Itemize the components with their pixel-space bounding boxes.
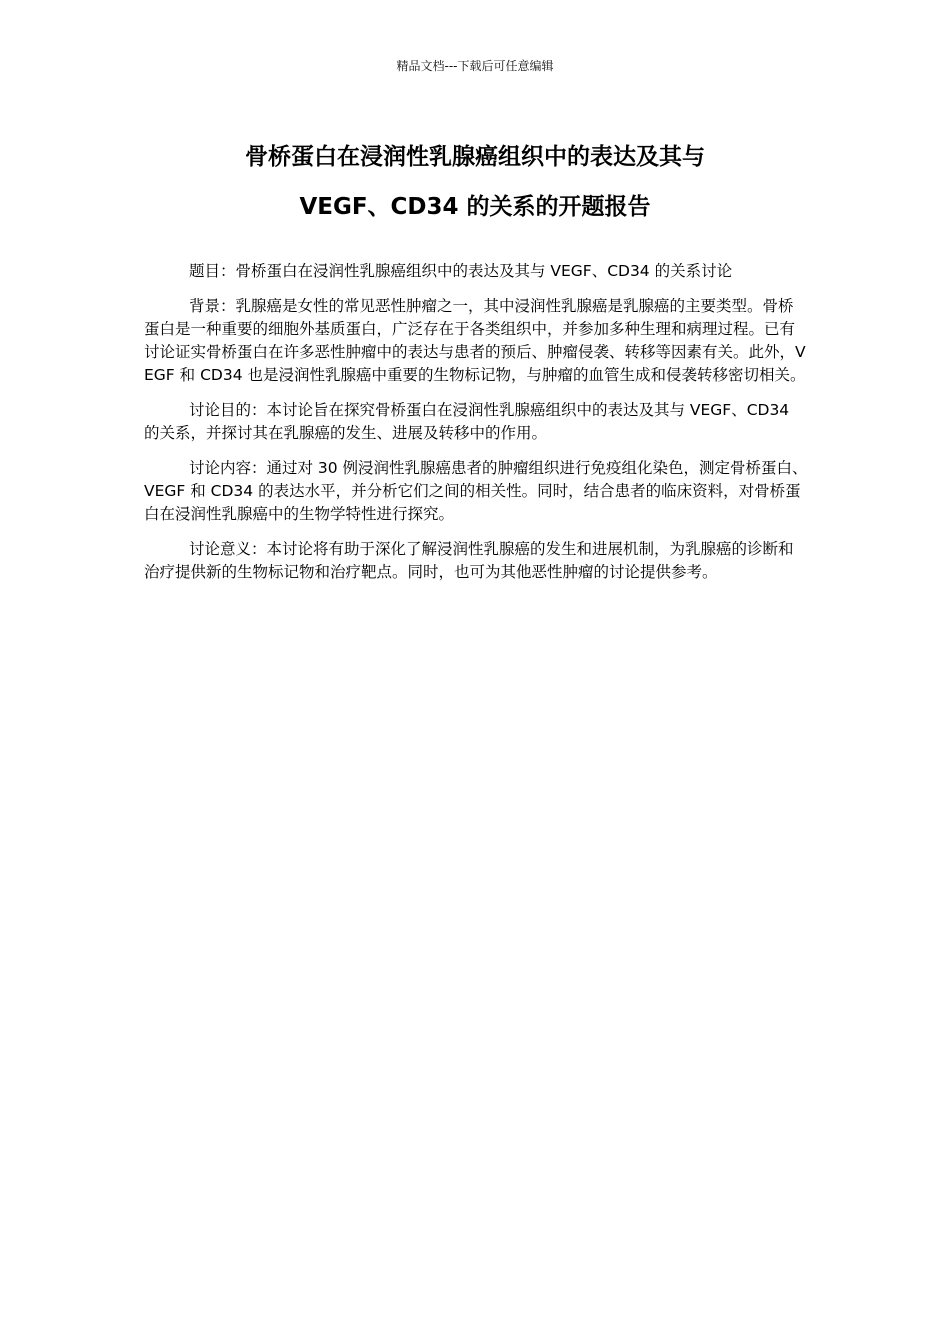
document-title: [100, 132, 850, 232]
document-title-line-1: 骨桥蛋白在浸润性乳腺癌组织中的表达及其与: [245, 144, 705, 170]
paragraph-topic: 题目：骨桥蛋白在浸润性乳腺癌组织中的表达及其与 VEGF、CD34 的关系讨论: [188, 262, 733, 280]
document-title-line-2: VEGF、CD34 的关系的开题报告: [299, 194, 651, 220]
paragraph-content: 讨论内容：通过对 30 例浸润性乳腺癌患者的肿瘤组织进行免疫组化染色，测定骨桥蛋白、VEGF 和 CD34 的表达水平，并分析它们之间的相关性。同时，结合患者的临床资料，对骨桥蛋白在浸润性乳腺癌中的生物学特性进行探究。: [144, 459, 808, 523]
paragraph-background: 背景：乳腺癌是女性的常见恶性肿瘤之一，其中浸润性乳腺癌是乳腺癌的主要类型。骨桥蛋白是一种重要的细胞外基质蛋白，广泛存在于各类组织中，并参加多种生理和病理过程。已有讨论证实骨桥蛋白在许多恶性肿瘤中的表达与患者的预后、肿瘤侵袭、转移等因素有关。此外，VEGF 和 CD34 也是浸润性乳腺癌中重要的生物标记物，与肿瘤的血管生成和侵袭转移密切相关。: [144, 297, 806, 384]
document-body: [144, 260, 808, 596]
page-header: 精品文档---下载后可任意编辑: [396, 59, 554, 73]
paragraph-objective: 讨论目的：本讨论旨在探究骨桥蛋白在浸润性乳腺癌组织中的表达及其与 VEGF、CD34 的关系，并探讨其在乳腺癌的发生、进展及转移中的作用。: [144, 401, 790, 442]
paragraph-significance: 讨论意义：本讨论将有助于深化了解浸润性乳腺癌的发生和进展机制，为乳腺癌的诊断和治疗提供新的生物标记物和治疗靶点。同时，也可为其他恶性肿瘤的讨论提供参考。: [144, 540, 794, 581]
